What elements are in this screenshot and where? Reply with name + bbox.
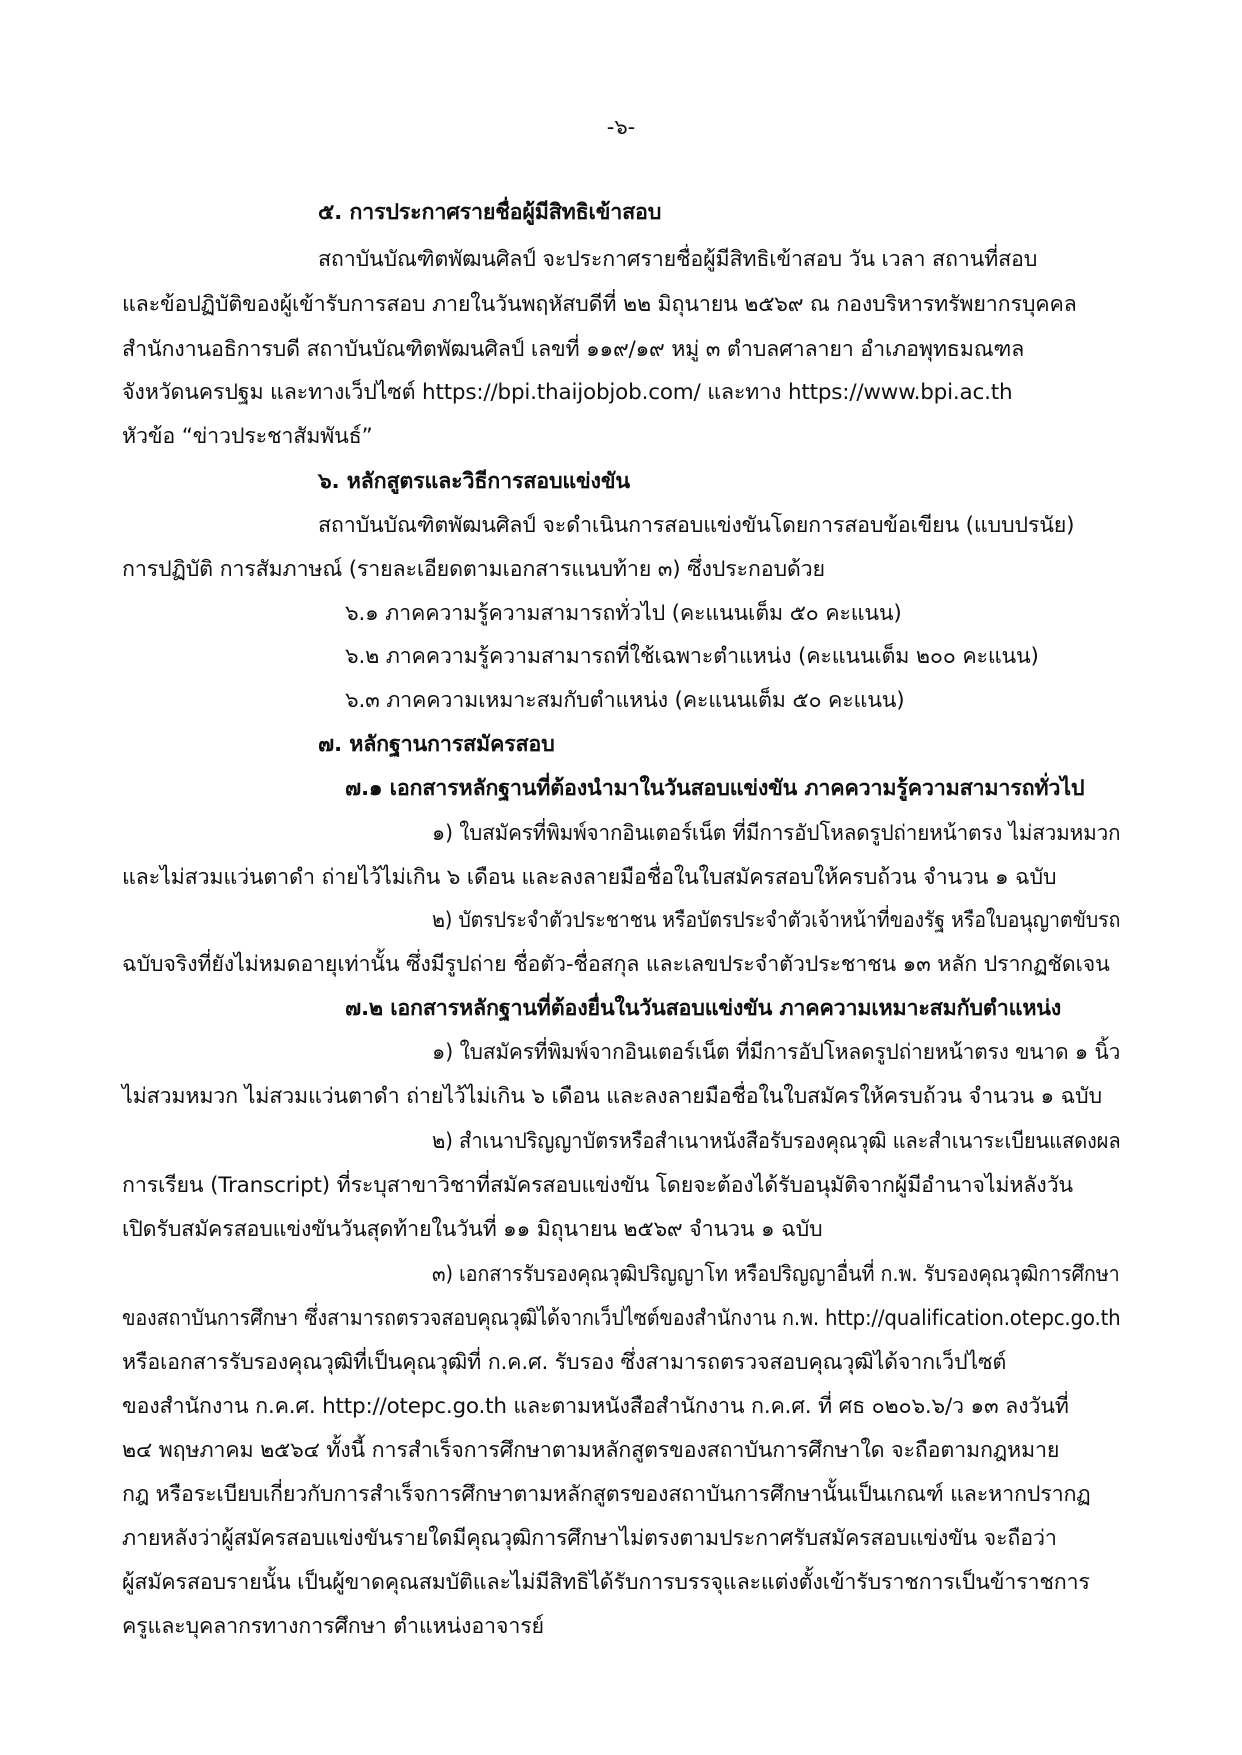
body-text-line: หัวข้อ “ข่าวประชาสัมพันธ์” bbox=[122, 424, 373, 449]
body-text-line: ๖.๓ ภาคความเหมาะสมกับตำแหน่ง (คะแนนเต็ม ๕๐ คะแนน) bbox=[345, 688, 905, 713]
body-text-line: ๑) ใบสมัครที่พิมพ์จากอินเตอร์เน็ต ที่มีการอัปโหลดรูปถ่ายหน้าตรง ไม่สวมหมวก bbox=[432, 821, 1121, 846]
body-text-line: สถาบันบัณฑิตพัฒนศิลป์ จะประกาศรายชื่อผู้มีสิทธิเข้าสอบ วัน เวลา สถานที่สอบ bbox=[318, 247, 1038, 272]
body-text-line: ของสำนักงาน ก.ค.ศ. http://otepc.go.th และตามหนังสือสำนักงาน ก.ค.ศ. ที่ ศธ ๐๒๐๖.๖/ว ๑๓ ลงวันที่ bbox=[122, 1394, 1069, 1419]
body-text-line: และข้อปฏิบัติของผู้เข้ารับการสอบ ภายในวันพฤหัสบดีที่ ๒๒ มิถุนายน ๒๕๖๙ ณ กองบริหารทรัพยากรบุคคล bbox=[122, 292, 1077, 317]
body-text-line: ผู้สมัครสอบรายนั้น เป็นผู้ขาดคุณสมบัติและไม่มีสิทธิได้รับการบรรจุและแต่งตั้งเข้ารับราชการเป็นข้าราชการ bbox=[122, 1570, 1090, 1595]
body-text-line: ของสถาบันการศึกษา ซึ่งสามารถตรวจสอบคุณวุฒิได้จากเว็ปไซต์ของสำนักงาน ก.พ. http://qualification.otepc.go.th bbox=[122, 1306, 1121, 1331]
body-text-line: ๒) บัตรประจำตัวประชาชน หรือบัตรประจำตัวเจ้าหน้าที่ของรัฐ หรือใบอนุญาตขับรถ bbox=[432, 908, 1121, 933]
body-text-line: ๑) ใบสมัครที่พิมพ์จากอินเตอร์เน็ต ที่มีการอัปโหลดรูปถ่ายหน้าตรง ขนาด ๑ นิ้ว bbox=[432, 1040, 1121, 1065]
body-text-line: จังหวัดนครปฐม และทางเว็ปไซต์ https://bpi.thaijobjob.com/ และทาง https://www.bpi.ac.th bbox=[122, 380, 1013, 405]
body-text-line: ๒) สำเนาปริญญาบัตรหรือสำเนาหนังสือรับรองคุณวุฒิ และสำเนาระเบียนแสดงผล bbox=[432, 1129, 1121, 1154]
body-text-line: หรือเอกสารรับรองคุณวุฒิที่เป็นคุณวุฒิที่ ก.ค.ศ. รับรอง ซึ่งสามารถตรวจสอบคุณวุฒิได้จากเว็ปไซต์ bbox=[122, 1350, 1007, 1375]
body-text-line: ภายหลังว่าผู้สมัครสอบแข่งขันรายใดมีคุณวุฒิการศึกษาไม่ตรงตามประกาศรับสมัครสอบแข่งขัน จะถือว่า bbox=[122, 1526, 1057, 1551]
body-text-line: ๖.๑ ภาคความรู้ความสามารถทั่วไป (คะแนนเต็ม ๕๐ คะแนน) bbox=[345, 601, 902, 626]
body-text-line: ๒๔ พฤษภาคม ๒๕๖๔ ทั้งนี้ การสำเร็จการศึกษาตามหลักสูตรของสถาบันการศึกษาใด จะถือตามกฎหมาย bbox=[122, 1438, 1060, 1463]
body-text-line: ไม่สวมหมวก ไม่สวมแว่นตาดำ ถ่ายไว้ไม่เกิน ๖ เดือน และลงลายมือชื่อในใบสมัครให้ครบถ้วน จำนวน ๑ ฉบับ bbox=[122, 1084, 1102, 1109]
page-number: -๖- bbox=[606, 115, 636, 139]
body-text-line: ครูและบุคลากรทางการศึกษา ตำแหน่งอาจารย์ bbox=[122, 1614, 544, 1639]
body-text-line: การเรียน (Transcript) ที่ระบุสาขาวิชาที่สมัครสอบแข่งขัน โดยจะต้องได้รับอนุมัติจากผู้มีอำนาจไม่หลังวัน bbox=[122, 1173, 1073, 1198]
section-heading: ๗.๒ เอกสารหลักฐานที่ต้องยื่นในวันสอบแข่งขัน ภาคความเหมาะสมกับตำแหน่ง bbox=[345, 996, 1062, 1021]
section-heading: ๖. หลักสูตรและวิธีการสอบแข่งขัน bbox=[318, 469, 630, 494]
body-text-line: กฎ หรือระเบียบเกี่ยวกับการสำเร็จการศึกษาตามหลักสูตรของสถาบันการศึกษานั้นเป็นเกณฑ์ และหากปรากฏ bbox=[122, 1482, 1091, 1507]
section-heading: ๗.๑ เอกสารหลักฐานที่ต้องนำมาในวันสอบแข่งขัน ภาคความรู้ความสามารถทั่วไป bbox=[345, 776, 1085, 801]
body-text-line: ฉบับจริงที่ยังไม่หมดอายุเท่านั้น ซึ่งมีรูปถ่าย ชื่อตัว-ชื่อสกุล และเลขประจำตัวประชาชน ๑๓ หลัก ปรากฏชัดเจน bbox=[122, 952, 1110, 977]
body-text-line: สำนักงานอธิการบดี สถาบันบัณฑิตพัฒนศิลป์ เลขที่ ๑๑๙/๑๙ หมู่ ๓ ตำบลศาลายา อำเภอพุทธมณฑล bbox=[122, 337, 1025, 362]
body-text-line: เปิดรับสมัครสอบแข่งขันวันสุดท้ายในวันที่ ๑๑ มิถุนายน ๒๕๖๙ จำนวน ๑ ฉบับ bbox=[122, 1217, 823, 1242]
body-text-line: การปฏิบัติ การสัมภาษณ์ (รายละเอียดตามเอกสารแนบท้าย ๓) ซึ่งประกอบด้วย bbox=[122, 557, 825, 582]
body-text-line: ๓) เอกสารรับรองคุณวุฒิปริญญาโท หรือปริญญาอื่นที่ ก.พ. รับรองคุณวุฒิการศึกษา bbox=[432, 1262, 1120, 1287]
body-text-line: ๖.๒ ภาคความรู้ความสามารถที่ใช้เฉพาะตำแหน่ง (คะแนนเต็ม ๒๐๐ คะแนน) bbox=[345, 644, 1039, 669]
body-text-line: สถาบันบัณฑิตพัฒนศิลป์ จะดำเนินการสอบแข่งขันโดยการสอบข้อเขียน (แบบปรนัย) bbox=[318, 513, 1075, 538]
section-heading: ๕. การประกาศรายชื่อผู้มีสิทธิเข้าสอบ bbox=[318, 200, 662, 225]
body-text-line: และไม่สวมแว่นตาดำ ถ่ายไว้ไม่เกิน ๖ เดือน และลงลายมือชื่อในใบสมัครสอบให้ครบถ้วน จำนวน ๑ ฉบับ bbox=[122, 865, 1057, 890]
section-heading: ๗. หลักฐานการสมัครสอบ bbox=[318, 732, 555, 757]
